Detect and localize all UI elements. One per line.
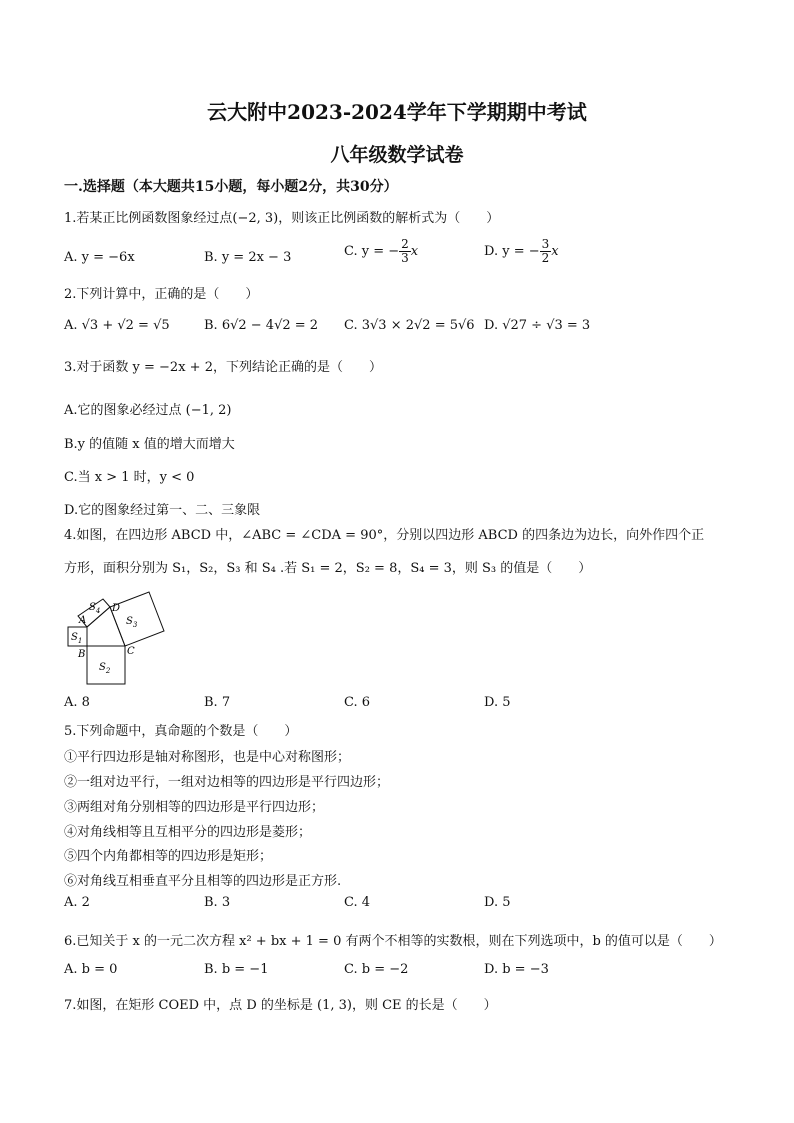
question-3-option-b: B.y 的值随 x 值的增大而增大 (64, 437, 235, 452)
question-6-option-a: A. b = 0 (64, 962, 118, 977)
question-1-option-a: A. y = −6x (64, 250, 135, 265)
question-7-stem: 7.如图，在矩形 COED 中，点 D 的坐标是 (1, 3)，则 CE 的长是（ ） (64, 998, 497, 1013)
label-b: B (78, 649, 86, 660)
question-1-option-b: B. y = 2x − 3 (204, 250, 292, 265)
exam-subtitle: 八年级数学试卷 (330, 144, 464, 166)
question-5-option-d: D. 5 (484, 895, 511, 910)
question-5-stem: 5.下列命题中，真命题的个数是（ ） (64, 724, 298, 739)
question-5-item: ③两组对角分别相等的四边形是平行四边形； (64, 800, 325, 815)
question-5-item: ④对角线相等且互相平分的四边形是菱形； (64, 825, 312, 840)
question-2-stem: 2.下列计算中，正确的是（ ） (64, 287, 259, 302)
question-4-figure (60, 590, 180, 690)
question-1-option-d: D. y = − $\frac{3}{2}$ x (484, 237, 559, 265)
label-c: C (127, 646, 135, 657)
fraction: $\frac{3}{2}$ (541, 237, 550, 265)
question-1-option-c: C. y = − $\frac{2}{3}$ x (344, 237, 419, 265)
question-2-option-a: A. √3 + √2 = √5 (64, 318, 170, 333)
label-s4: $S_4$ (89, 602, 101, 615)
label-s2: $S_2$ (99, 662, 111, 675)
question-4-option-a: A. 8 (64, 695, 90, 710)
question-4-stem-line1: 4.如图，在四边形 ABCD 中，∠ABC = ∠CDA = 90°，分别以四边形 ABCD 的四条边为边长，向外作四个正 (64, 528, 705, 543)
square-s3 (110, 592, 164, 646)
question-3-option-d: D.它的图象经过第一、二、三象限 (64, 503, 261, 518)
question-5-option-a: A. 2 (64, 895, 90, 910)
question-6-option-b: B. b = −1 (204, 962, 269, 977)
question-3-stem: 3.对于函数 y = −2x + 2，下列结论正确的是（ ） (64, 360, 382, 375)
question-6-stem: 6.已知关于 x 的一元二次方程 x² + bx + 1 = 0 有两个不相等的实数根，则在下列选项中，b 的值可以是（ ） (64, 934, 722, 949)
question-5-item: ⑤四个内角都相等的四边形是矩形； (64, 849, 273, 864)
fraction: $\frac{2}{3}$ (401, 237, 409, 265)
question-5-item: ①平行四边形是轴对称图形，也是中心对称图形； (64, 750, 351, 765)
label-s1: $S_1$ (71, 632, 83, 645)
question-5-option-b: B. 3 (204, 895, 231, 910)
question-4-option-b: B. 7 (204, 695, 231, 710)
label-d: D (112, 603, 121, 614)
question-5-item: ⑥对角线互相垂直平分且相等的四边形是正方形. (64, 874, 342, 889)
question-3-option-c: C.当 x > 1 时，y < 0 (64, 470, 195, 485)
label-a: A (79, 615, 87, 626)
question-3-option-a: A.它的图象必经过点 (−1, 2) (64, 403, 232, 418)
question-5-option-c: C. 4 (344, 895, 371, 910)
question-2-option-d: D. √27 ÷ √3 = 3 (484, 318, 591, 333)
question-4-option-d: D. 5 (484, 695, 511, 710)
question-2-option-b: B. 6√2 − 4√2 = 2 (204, 318, 319, 333)
question-2-option-c: C. 3√3 × 2√2 = 5√6 (344, 318, 475, 333)
exam-title: 云大附中2023-2024学年下学期期中考试 (207, 100, 587, 124)
question-6-option-c: C. b = −2 (344, 962, 409, 977)
question-5-item: ②一组对边平行，一组对边相等的四边形是平行四边形； (64, 775, 390, 790)
question-1-stem: 1.若某正比例函数图象经过点(−2, 3)，则该正比例函数的解析式为（ ） (64, 211, 500, 226)
square-s2 (87, 646, 125, 684)
question-6-option-d: D. b = −3 (484, 962, 549, 977)
question-4-stem-line2: 方形，面积分别为 S₁，S₂，S₃ 和 S₄ .若 S₁ = 2，S₂ = 8，S₄ = 3，则 S₃ 的值是（ ） (64, 561, 592, 576)
label-s3: $S_3$ (126, 616, 138, 629)
question-1-point: (−2, 3) (232, 211, 279, 226)
question-4-option-c: C. 6 (344, 695, 371, 710)
section-heading: 一.选择题（本大题共15小题，每小题2分，共30分） (64, 179, 398, 195)
